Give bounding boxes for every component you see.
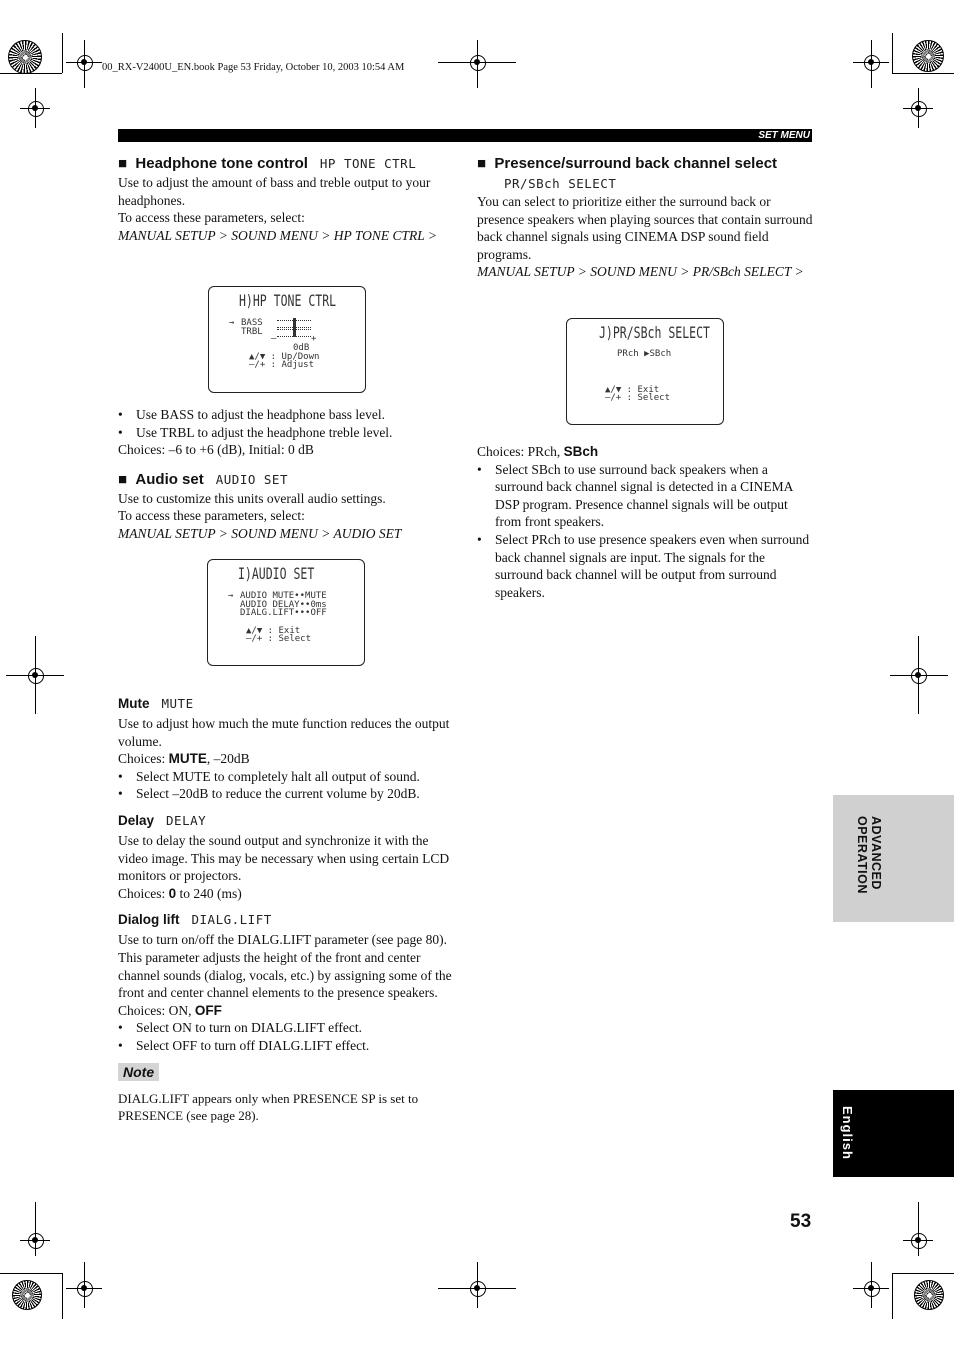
left-column-b xyxy=(118,406,458,543)
side-tab-advanced-operation xyxy=(833,795,954,922)
dialg-bullet: • Select ON to turn on DIALG.LIFT effect. xyxy=(118,1019,458,1037)
section-header-label: SET MENU xyxy=(758,130,810,141)
note-text: DIALG.LIFT appears only when PRESENCE SP is set to PRESENCE (see page 28). xyxy=(118,1090,419,1124)
mute-bullet: • Select MUTE to completely halt all output of sound. xyxy=(118,768,458,786)
delay-heading-row xyxy=(118,812,458,830)
hp-lcd-title: H)HP TONE CTRL xyxy=(239,291,337,310)
side-tab-advanced-label: ADVANCED OPERATION xyxy=(855,816,883,894)
mute-choices-prefix: Choices: xyxy=(118,751,169,767)
delay-choices-default: 0 xyxy=(168,885,177,901)
hp-lcd-zero: 0dB xyxy=(293,343,310,353)
dialg-choices-default: OFF xyxy=(194,1002,222,1018)
audio-heading: Audio set xyxy=(135,470,204,488)
pr-lcd-nav2: –/+ : Select xyxy=(605,393,671,403)
pr-bullet: • Select SBch to use surround back speakers when a surround back channel signal is detected in a CINEMA DSP program. Presence channel signals will be output from front speakers. xyxy=(477,461,813,531)
hp-choices: Choices: –6 to +6 (dB), Initial: 0 dB xyxy=(118,442,314,458)
pr-bullet: • Select PRch to use presence speakers even when surround back channel signals are input. The signals for the surround back channel will be output from surround speakers. xyxy=(477,531,813,601)
pr-heading: Presence/surround back channel select xyxy=(494,155,778,172)
audio-access: To access these parameters, select: xyxy=(118,508,305,524)
pr-code: PR/SBch SELECT xyxy=(504,176,617,191)
registration-wheel-icon xyxy=(12,1280,42,1310)
audio-lcd-nav1: ▲/▼ : Exit xyxy=(246,626,301,636)
pr-heading-row xyxy=(477,155,813,173)
hp-description: Use to adjust the amount of bass and treble output to your headphones. xyxy=(118,175,431,208)
audio-lcd-line2: AUDIO DELAY••0ms xyxy=(240,600,327,610)
mute-choices xyxy=(118,750,458,768)
hp-lcd-nav2: –/+ : Adjust xyxy=(249,360,315,370)
page-number: 53 xyxy=(790,1211,812,1232)
delay-description: Use to delay the sound output and synchronize it with the video image. This may be necessary when using certain LCD monitors or projectors. xyxy=(118,832,450,884)
delay-choices-prefix: Choices: xyxy=(118,885,169,901)
mute-heading: Mute xyxy=(118,696,150,711)
hp-lcd-trbl: TRBL xyxy=(241,327,263,337)
zero-marker xyxy=(293,318,296,337)
audio-set-lcd xyxy=(207,559,365,666)
hp-lcd-bass: BASS xyxy=(241,318,263,328)
hp-tone-lcd xyxy=(208,286,366,393)
registration-wheel-icon xyxy=(8,40,42,74)
hp-access: To access these parameters, select: xyxy=(118,210,305,226)
hp-lcd-minus: – xyxy=(271,334,277,344)
file-header: 00_RX-V2400U_EN.book Page 53 Friday, October 10, 2003 10:54 AM xyxy=(102,62,405,73)
mute-choices-default: MUTE xyxy=(168,751,207,767)
audio-lcd-line3: DIALG.LIFT•••OFF xyxy=(240,608,327,618)
right-column-b xyxy=(477,443,813,601)
dialg-heading-row xyxy=(118,911,458,929)
dialg-heading: Dialog lift xyxy=(118,912,180,928)
hp-lcd-plus: + xyxy=(311,334,317,344)
delay-choices xyxy=(118,885,458,903)
mute-code: MUTE xyxy=(161,696,194,711)
hp-lcd-nav1: ▲/▼ : Up/Down xyxy=(249,352,320,362)
delay-heading: Delay xyxy=(118,812,155,828)
audio-code: AUDIO SET xyxy=(215,471,288,487)
dialg-description: Use to turn on/off the DIALG.LIFT parameter (see page 80). This parameter adjusts the height of the front and center channel sounds (dialog, vocals, etc.) by assigning some of the front and center channel elements to the presence speakers. xyxy=(118,932,452,1001)
hp-path: MANUAL SETUP > SOUND MENU > HP TONE CTRL > xyxy=(118,227,438,243)
registration-wheel-icon xyxy=(914,1280,944,1310)
hp-bullet: • Use TRBL to adjust the headphone treble level. xyxy=(118,424,458,442)
audio-path: MANUAL SETUP > SOUND MENU > AUDIO SET xyxy=(118,525,402,541)
square-bullet-icon: ■ xyxy=(477,155,495,172)
mute-description: Use to adjust how much the mute function reduces the output volume. xyxy=(118,716,450,749)
pr-choices xyxy=(477,443,813,461)
delay-code: DELAY xyxy=(166,812,207,828)
side-tab-english xyxy=(833,1090,954,1177)
square-bullet-icon: ■ xyxy=(118,155,136,172)
mute-bullet: • Select –20dB to reduce the current volume by 20dB. xyxy=(118,785,458,803)
registration-wheel-icon xyxy=(912,40,944,72)
hp-heading: Headphone tone control xyxy=(135,155,308,172)
mute-heading-row xyxy=(118,695,458,713)
pr-choices-prefix: Choices: PRch, xyxy=(477,444,564,459)
cursor-arrow-icon: → xyxy=(228,591,234,601)
hp-heading-row xyxy=(118,155,458,173)
pr-lcd-title: J)PR/SBch SELECT xyxy=(599,323,710,342)
audio-heading-row xyxy=(118,471,458,489)
dialg-choices xyxy=(118,1002,458,1020)
pr-choices-default: SBch xyxy=(563,444,599,459)
square-bullet-icon: ■ xyxy=(118,470,136,488)
mute-choices-rest: , –20dB xyxy=(206,751,250,767)
hp-code: HP TONE CTRL xyxy=(319,156,417,171)
pr-lcd-nav1: ▲/▼ : Exit xyxy=(605,385,660,395)
left-column-c xyxy=(118,695,458,1125)
left-column xyxy=(118,155,458,244)
dialg-bullet: • Select OFF to turn off DIALG.LIFT effect. xyxy=(118,1037,458,1055)
side-tab-english-label: English xyxy=(840,1106,855,1160)
pr-path: MANUAL SETUP > SOUND MENU > PR/SBch SELECT > xyxy=(477,264,804,280)
note-label: Note xyxy=(118,1063,159,1081)
audio-lcd-nav2: –/+ : Select xyxy=(246,634,312,644)
cursor-arrow-icon: → xyxy=(229,318,235,328)
section-header-bar xyxy=(118,129,812,142)
dialg-choices-prefix: Choices: ON, xyxy=(118,1002,195,1018)
pr-sbch-lcd xyxy=(566,318,724,425)
dialg-code: DIALG.LIFT xyxy=(191,912,272,928)
delay-choices-rest: to 240 (ms) xyxy=(176,885,242,901)
audio-lcd-title: I)AUDIO SET xyxy=(238,564,315,583)
audio-lcd-line1: AUDIO MUTE••MUTE xyxy=(240,591,327,601)
audio-description: Use to customize this units overall audio settings. xyxy=(118,490,386,506)
hp-bullet: • Use BASS to adjust the headphone bass level. xyxy=(118,406,458,424)
pr-lcd-option: PRch ▶SBch xyxy=(617,349,672,359)
pr-description: You can select to prioritize either the surround back or presence speakers when playing sources that contain surround back channel signals using CINEMA DSP sound field programs. xyxy=(477,194,813,262)
right-column xyxy=(477,155,813,281)
